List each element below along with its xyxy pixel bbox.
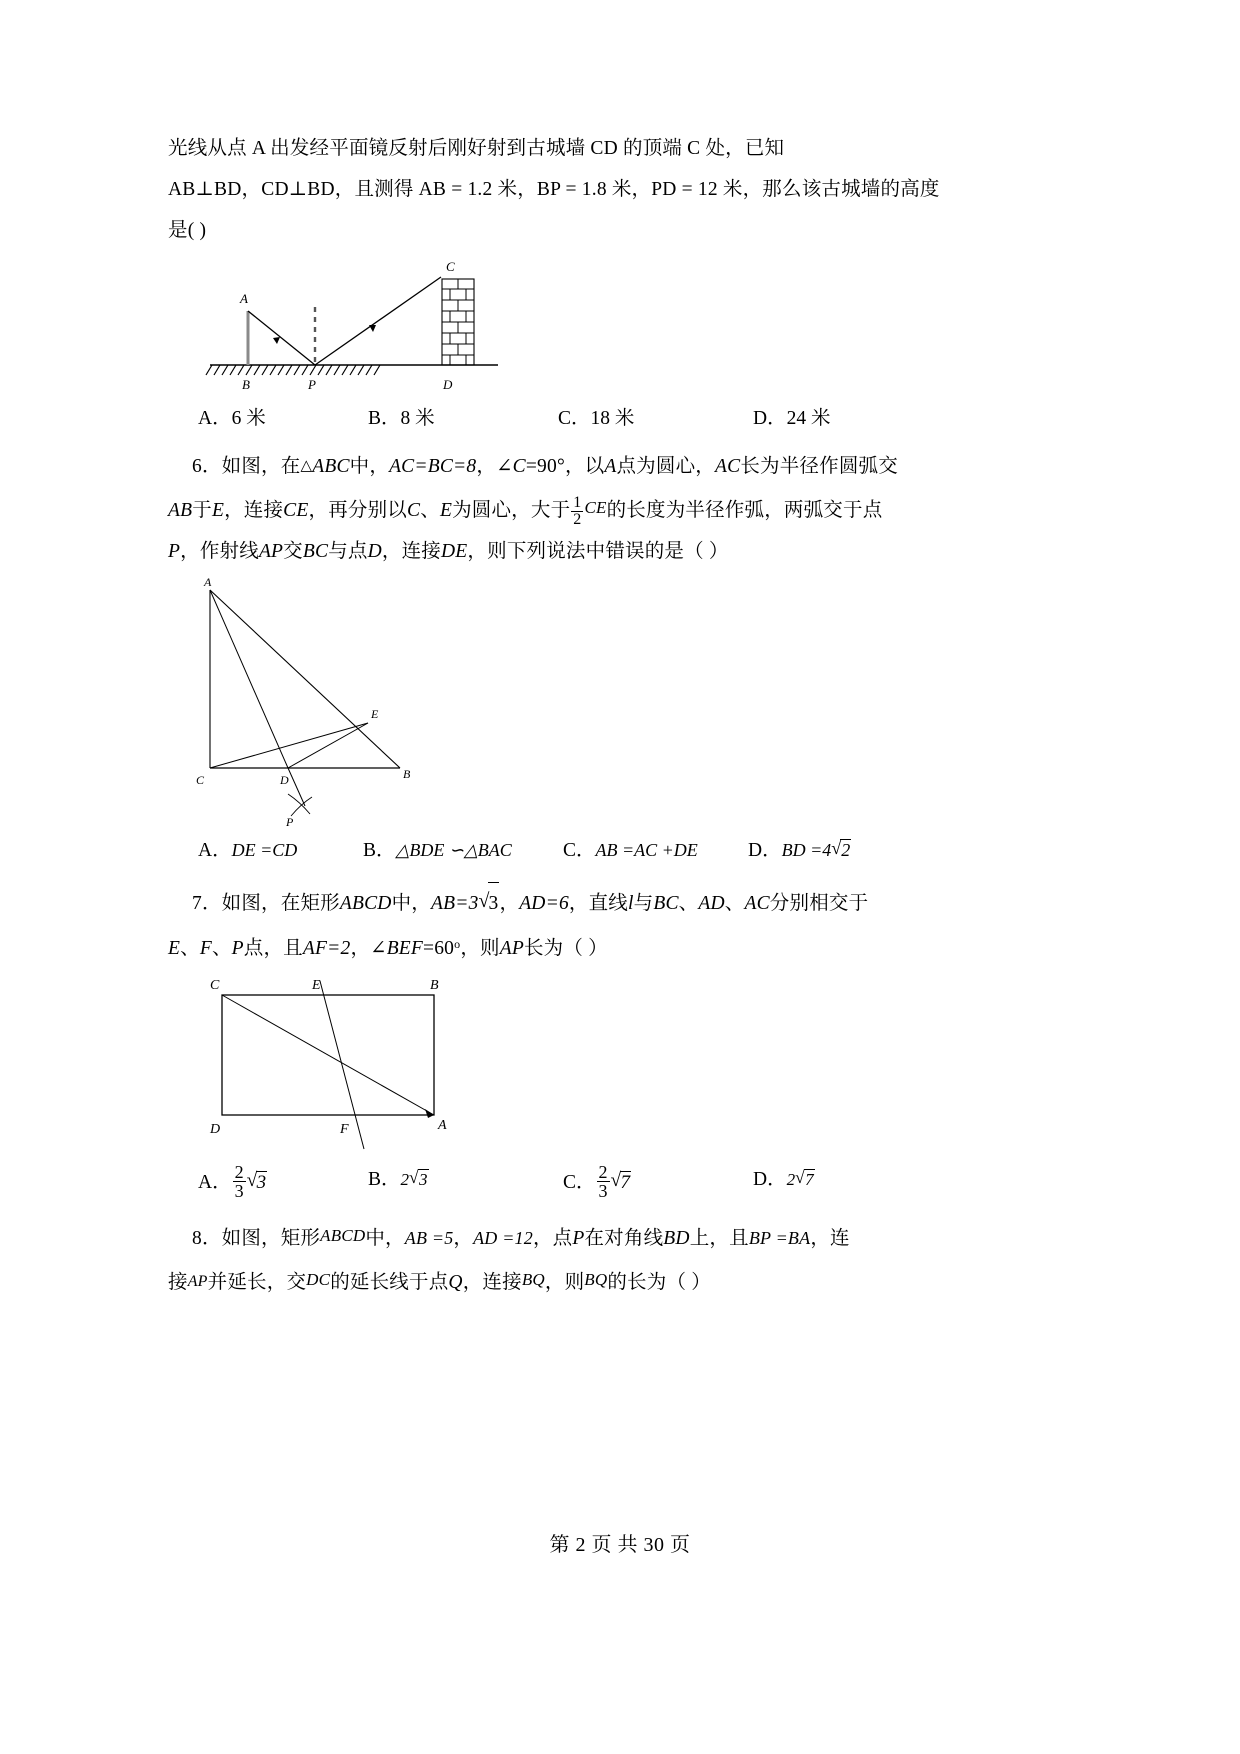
q6-l1-p3: ，∠ <box>476 456 513 477</box>
q5-option-b-text: 8 米 <box>400 408 435 429</box>
q8-l2-p3: 的延长线于点 <box>330 1272 449 1293</box>
q8-l2-p4: ，连接 <box>462 1272 522 1293</box>
q7-l1-p5: 与 <box>633 893 654 914</box>
q8-l2-ap: AP <box>187 1273 208 1290</box>
q6-l2-p1: 于 <box>192 500 212 521</box>
q6-l3-bc: BC <box>302 541 329 562</box>
q7-option-a-label: A． <box>198 1172 232 1193</box>
fraction-one-half <box>571 495 583 529</box>
triangle-icon: △ <box>300 458 313 474</box>
q7-option-d-label: D． <box>753 1169 787 1190</box>
q7-number: 7． <box>192 893 222 914</box>
q8-l1-p6: 上，且 <box>689 1228 749 1249</box>
page-content <box>168 128 940 1303</box>
q6-l2-c: C <box>407 500 421 521</box>
q6-line-3 <box>168 531 940 572</box>
q5-line-1: 光线从点 A 出发经平面镜反射后刚好射到古城墙 CD 的顶端 C 处，已知 <box>168 138 785 159</box>
q6-label-p: P <box>286 815 294 828</box>
q7-l1-p4: ，直线 <box>568 893 628 914</box>
q6-l2-ab: AB <box>168 500 193 521</box>
figure-q6-triangle-construction <box>188 578 940 828</box>
q6-option-d-radical: √ 2 <box>831 839 851 861</box>
q7-l1-radical: √ 3 <box>479 882 500 924</box>
q6-l1-p4: =90°，以 <box>525 456 605 477</box>
q8-l2-paren: （ ） <box>666 1272 711 1293</box>
q6-l3-ap: AP <box>258 541 284 562</box>
q5-option-a-label: A． <box>198 408 232 429</box>
q8-l1-bd: BD <box>663 1228 690 1249</box>
q8-line-1 <box>168 1215 940 1259</box>
q6-l2-p3: ，再分别以 <box>308 500 408 521</box>
q7-label-e: E <box>312 978 321 993</box>
q5-options <box>168 402 940 442</box>
q6-l2-p5: 为圆心，大于 <box>452 500 571 521</box>
q5-option-d-text: 24 米 <box>786 408 831 429</box>
q7-l2-f: F <box>199 938 212 959</box>
q5-option-c-text: 18 米 <box>590 408 635 429</box>
q7-option-d-radical: √ 7 <box>795 1169 815 1190</box>
q7-l2-p4: ，∠ <box>350 938 387 959</box>
q8-line-2 <box>168 1259 940 1303</box>
q6-l1-ac-bc: AC=BC=8 <box>389 456 477 477</box>
q8-l2-dc: DC <box>306 1270 331 1289</box>
q6-l2-ce: CE <box>283 500 309 521</box>
fraction-numerator: 1 <box>573 494 582 511</box>
q6-option-c-expr: AB =AC +DE <box>595 840 698 860</box>
q8-l2-q: Q <box>448 1272 463 1293</box>
q6-option-a[interactable] <box>198 834 297 862</box>
q7-l2-p1: 、 <box>180 938 200 959</box>
q5-label-a: A <box>240 291 248 306</box>
q7-l1-ab: AB=3 <box>430 893 479 914</box>
q7-l1-bc: BC <box>653 893 679 914</box>
q7-l1-ac: AC <box>744 893 770 914</box>
q6-label-d: D <box>280 773 289 787</box>
q8-l1-p4: ，点 <box>532 1228 573 1249</box>
q7-label-c: C <box>210 978 220 993</box>
fraction-denominator: 2 <box>573 511 582 529</box>
q6-l3-p5: ，则下列说法中错误的是 <box>467 541 685 562</box>
q8-l1-p1: 如图，矩形 <box>221 1228 321 1249</box>
q7-option-b-radical: √ 3 <box>409 1169 429 1190</box>
q8-l1-ab: AB =5 <box>404 1228 454 1248</box>
q7-line-2 <box>168 924 940 969</box>
q6-option-b-expr: △BDE ∽△BAC <box>395 840 512 860</box>
q7-option-c-label: C． <box>563 1172 596 1193</box>
q6-l2-p2: ，连接 <box>224 500 284 521</box>
q6-l3-de: DE <box>441 541 468 562</box>
q7-l2-p: P <box>231 938 244 959</box>
q6-l1-p6: 长为半径作圆弧交 <box>740 456 898 477</box>
page-footer-text: 第 2 页 共 30 页 <box>549 1534 691 1556</box>
q7-label-f: F <box>340 1122 349 1137</box>
q8-l2-p1: 接 <box>168 1272 188 1293</box>
figure-q6-svg <box>188 578 438 828</box>
q5-option-b[interactable] <box>368 402 435 430</box>
q5-line-2 <box>168 169 940 210</box>
q5-option-c-label: C． <box>558 408 591 429</box>
q7-option-c-radical: √ 7 <box>611 1171 632 1194</box>
q5-l2-b: BD，CD <box>214 179 289 200</box>
q7-l2-p2: 、 <box>211 938 232 959</box>
q6-line-1 <box>168 446 940 487</box>
q5-label-c: C <box>446 259 455 274</box>
figure-q7-svg <box>198 977 498 1157</box>
figure-q5-mirror-reflection <box>198 255 940 400</box>
q7-l2-paren: （ ） <box>563 938 608 959</box>
q5-option-d[interactable] <box>753 402 830 430</box>
q8-l1-p7: ，连 <box>810 1228 850 1249</box>
q8-l2-p2: 并延长，交 <box>207 1272 307 1293</box>
q5-option-c[interactable] <box>558 402 634 430</box>
q6-label-e: E <box>371 707 379 721</box>
q6-option-c[interactable] <box>563 834 698 862</box>
q5-l2-ab: AB <box>168 179 196 200</box>
q7-l2-e: E <box>168 938 181 959</box>
q6-l1-p2: 中， <box>349 456 390 477</box>
q6-option-c-label: C． <box>563 840 596 861</box>
q6-l1-p5: 点为圆心， <box>616 456 715 477</box>
q7-l1-line-l: l <box>628 893 634 914</box>
q6-l2-p4: 、 <box>420 500 440 521</box>
perp-icon-1: ⊥ <box>195 179 215 200</box>
q7-l2-p7: 长为 <box>523 938 564 959</box>
degree-icon: o <box>454 937 461 951</box>
q6-line-2 <box>168 487 940 531</box>
q7-option-a[interactable] <box>198 1163 267 1201</box>
q6-option-d[interactable] <box>748 834 851 862</box>
perp-icon-2: ⊥ <box>288 179 308 200</box>
q6-l1-a: A <box>604 456 617 477</box>
q6-option-a-expr: DE =CD <box>231 840 298 860</box>
q8-number: 8． <box>192 1228 222 1249</box>
q7-options <box>168 1161 940 1209</box>
q7-option-d[interactable] <box>753 1163 815 1191</box>
q6-option-d-label: D． <box>748 840 782 861</box>
q8-l1-bp: BP =BA <box>748 1228 811 1248</box>
q7-label-a: A <box>438 1118 447 1133</box>
q6-l2-p6: 的长度为半径作弧，两弧交于点 <box>606 500 883 521</box>
q6-l1-ac: AC <box>714 456 741 477</box>
q7-l2-p5: =60 <box>423 938 455 959</box>
q5-option-d-label: D． <box>753 408 787 429</box>
q7-l1-p6: 、 <box>678 893 699 914</box>
q8-l1-p5: 在对角线 <box>584 1228 664 1249</box>
q6-l3-p4: ，连接 <box>381 541 442 562</box>
q7-l2-p6: ，则 <box>460 938 500 959</box>
q8-l2-p6: 的长为 <box>607 1272 667 1293</box>
figure-q7-rectangle <box>198 977 940 1157</box>
q6-label-c: C <box>196 773 205 787</box>
q6-l2-e: E <box>211 500 225 521</box>
q6-number: 6． <box>192 456 222 477</box>
q6-option-b-label: B． <box>363 840 396 861</box>
q6-l1-p1: 如图，在 <box>221 456 301 477</box>
q8-l1-p: P <box>572 1228 585 1249</box>
q6-options <box>168 834 940 876</box>
question-8-text <box>168 1215 940 1303</box>
q5-option-a-text: 6 米 <box>231 408 266 429</box>
q7-l2-bef: BEF <box>386 938 424 959</box>
q7-l1-p3: ， <box>499 893 520 914</box>
q8-l1-ad: AD =12 <box>473 1228 533 1248</box>
q6-l3-paren: （ ） <box>684 541 729 562</box>
q7-option-c-fraction: $\frac{2}{3}$ <box>598 1162 608 1202</box>
q7-option-c[interactable] <box>563 1163 631 1201</box>
q5-label-b: B <box>242 377 250 392</box>
q7-l2-p3: 点，且 <box>243 938 303 959</box>
q6-l3-p3: 与点 <box>328 541 368 562</box>
q8-l1-abcd: ABCD <box>320 1226 366 1245</box>
q6-l2-e2: E <box>439 500 453 521</box>
q7-label-d: D <box>210 1122 221 1137</box>
q5-option-a[interactable] <box>198 402 266 430</box>
q7-l2-ap: AP <box>499 938 524 959</box>
figure-q5-svg <box>198 255 528 400</box>
q8-l1-p3: ， <box>453 1228 474 1249</box>
q5-option-b-label: B． <box>368 408 401 429</box>
q6-l3-p1: ，作射线 <box>180 541 259 562</box>
q5-label-p: P <box>308 377 316 392</box>
question-7-text <box>168 882 940 969</box>
q6-option-b[interactable] <box>363 834 512 862</box>
q7-l1-p1: 如图，在矩形 <box>221 893 340 914</box>
question-5-text <box>168 128 940 251</box>
q7-l1-ad2: AD <box>698 893 725 914</box>
q6-l1-abc: ABC <box>312 456 350 477</box>
q7-option-b[interactable] <box>368 1163 429 1191</box>
q7-l1-p2: 中， <box>391 893 431 914</box>
q5-l2-c: BD，且测得 AB = 1.2 米，BP = 1.8 米，PD = 12 米，那么该古城墙的高度 <box>307 179 940 200</box>
q7-l1-abcd: ABCD <box>339 893 392 914</box>
q6-label-b: B <box>403 767 411 781</box>
q7-option-b-coef: 2 <box>400 1170 410 1189</box>
q6-l2-ce2: CE <box>584 498 607 517</box>
q7-option-a-radical: √ 3 <box>247 1171 268 1194</box>
q8-l2-bq: BQ <box>521 1270 545 1289</box>
q6-l3-p2: 交 <box>283 541 303 562</box>
q7-l1-ad: AD=6 <box>519 893 569 914</box>
q6-l3-d: D <box>367 541 382 562</box>
q6-l3-p: P <box>168 541 181 562</box>
q6-l1-c: C <box>512 456 526 477</box>
q8-l2-p5: ，则 <box>544 1272 585 1293</box>
q6-option-a-label: A． <box>198 840 232 861</box>
q7-label-b: B <box>430 978 439 993</box>
q8-l2-bq2: BQ <box>584 1270 608 1289</box>
q7-line-1 <box>168 882 940 924</box>
q6-label-a: A <box>204 578 212 589</box>
question-6-text <box>168 446 940 572</box>
q7-l1-p7: 、 <box>724 893 745 914</box>
q5-label-d: D <box>443 377 453 392</box>
q6-option-d-expr: BD =4 <box>781 840 832 860</box>
q5-line-3: 是( ) <box>168 220 207 241</box>
q7-option-b-label: B． <box>368 1169 401 1190</box>
q7-option-a-fraction: $\frac{2}{3}$ <box>234 1162 244 1202</box>
q7-l2-af: AF=2 <box>302 938 351 959</box>
q7-l1-p8: 分别相交于 <box>769 893 869 914</box>
q7-option-d-coef: 2 <box>786 1170 796 1189</box>
page-footer <box>0 1528 1240 1557</box>
q8-l1-p2: 中， <box>365 1228 405 1249</box>
